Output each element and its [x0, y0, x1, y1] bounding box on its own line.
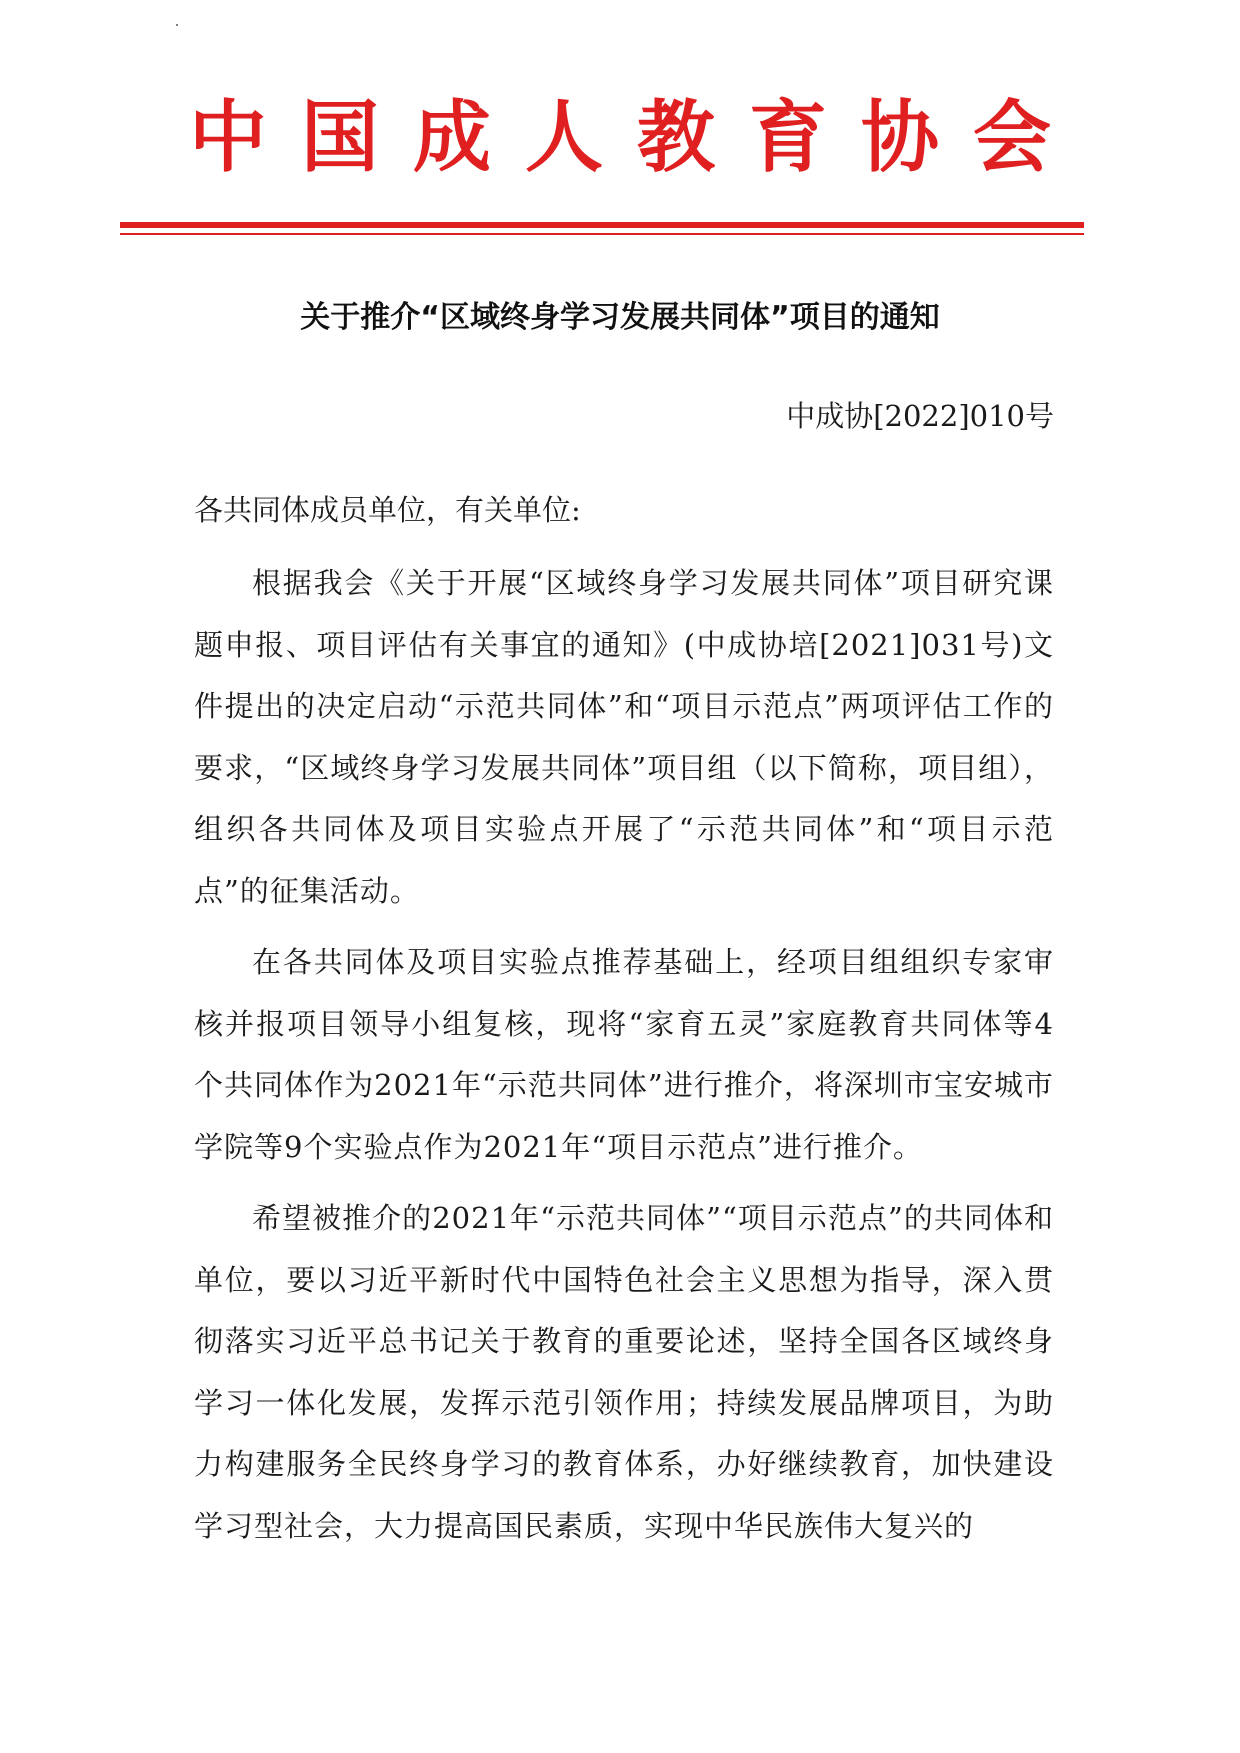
document-body: [194, 553, 1054, 1567]
salutation: 各共同体成员单位，有关单位:: [194, 493, 581, 527]
body-paragraph-1: 根据我会《关于开展“区域终身学习发展共同体”项目研究课题申报、项目评估有关事宜的通知》(中成协培[2021]031号)文件提出的决定启动“示范共同体”和“项目示范点”两项评估工作的要求，“区域终身学习发展共同体”项目组（以下简称，项目组），组织各共同体及项目实验点开展了“示范共同体”和“项目示范点”的征集活动。: [194, 566, 1054, 908]
body-paragraph-3: 希望被推介的2021年“示范共同体”“项目示范点”的共同体和单位，要以习近平新时代中国特色社会主义思想为指导，深入贯彻落实习近平总书记关于教育的重要论述，坚持全国各区域终身学习一体化发展，发挥示范引领作用；持续发展品牌项目，为助力构建服务全民终身学习的教育体系，办好继续教育，加快建设学习型社会，大力提高国民素质，实现中华民族伟大复兴的: [194, 1201, 1054, 1543]
scan-speck: [176, 24, 178, 26]
document-title: 关于推介“区域终身学习发展共同体”项目的通知: [300, 300, 940, 335]
body-paragraph-2: 在各共同体及项目实验点推荐基础上，经项目组组织专家审核并报项目领导小组复核，现将“家育五灵”家庭教育共同体等4个共同体作为2021年“示范共同体”进行推介，将深圳市宝安城市学院等9个实验点作为2021年“项目示范点”进行推介。: [194, 945, 1054, 1164]
letterhead-rule-thick: [120, 222, 1084, 228]
document-number: 中成协[2022]010号: [786, 399, 1054, 433]
letterhead-rule-thin: [120, 233, 1084, 235]
letterhead-organization: 中国成人教育协会: [188, 92, 1085, 183]
